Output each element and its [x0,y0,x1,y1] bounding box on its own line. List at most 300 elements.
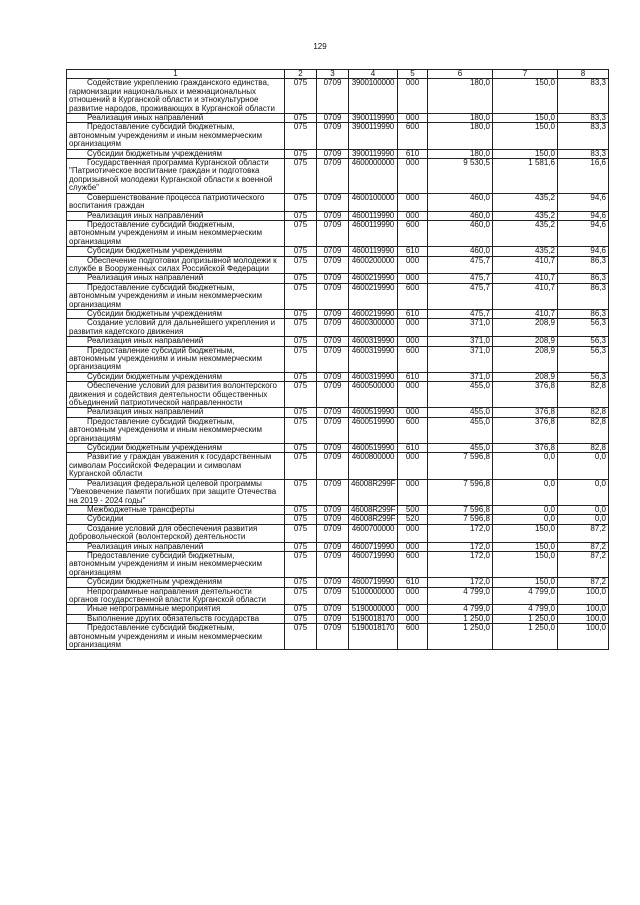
executed-amount: 150,0 [493,149,558,158]
expense-type-code: 000 [398,274,428,283]
executed-amount: 410,7 [493,256,558,274]
ministry-code: 075 [285,479,317,505]
target-article-code: 4600719990 [349,542,398,551]
planned-amount: 7 596,8 [428,505,493,514]
executed-amount: 376,8 [493,408,558,417]
ministry-code: 075 [285,256,317,274]
target-article-code: 4600300000 [349,319,398,337]
target-article-code: 4600319990 [349,346,398,372]
ministry-code: 075 [285,319,317,337]
column-header: 4 [349,70,398,79]
execution-percent: 100,0 [558,605,609,614]
section-code: 0709 [317,319,349,337]
target-article-code: 46008R299F [349,505,398,514]
target-article-code: 4600119990 [349,211,398,220]
executed-amount: 208,9 [493,319,558,337]
table-row [67,624,609,650]
planned-amount: 180,0 [428,149,493,158]
ministry-code: 075 [285,247,317,256]
table-row [67,417,609,443]
target-article-code: 4600319990 [349,337,398,346]
execution-percent: 0,0 [558,453,609,479]
section-code: 0709 [317,605,349,614]
executed-amount: 150,0 [493,123,558,149]
execution-percent: 0,0 [558,505,609,514]
table-row [67,614,609,623]
expense-type-code: 600 [398,624,428,650]
planned-amount: 172,0 [428,578,493,587]
execution-percent: 16,6 [558,159,609,194]
planned-amount: 455,0 [428,417,493,443]
column-header: 5 [398,70,428,79]
expense-type-code: 600 [398,417,428,443]
planned-amount: 7 596,8 [428,453,493,479]
executed-amount: 0,0 [493,505,558,514]
table-row [67,193,609,211]
execution-percent: 100,0 [558,624,609,650]
execution-percent: 83,3 [558,114,609,123]
planned-amount: 4 799,0 [428,587,493,605]
row-name: Совершенствование процесса патриотического воспитания граждан [67,193,285,211]
expense-type-code: 500 [398,505,428,514]
row-name: Реализация иных направлений [67,542,285,551]
row-name: Развитие у граждан уважения к государственным символам Российской Федерации и символам Курганской области [67,453,285,479]
planned-amount: 475,7 [428,283,493,309]
row-name: Реализация иных направлений [67,337,285,346]
expense-type-code: 600 [398,551,428,577]
target-article-code: 5190018170 [349,614,398,623]
expense-type-code: 000 [398,408,428,417]
row-name: Реализация иных направлений [67,408,285,417]
ministry-code: 075 [285,587,317,605]
column-header: 1 [67,70,285,79]
target-article-code: 4600219990 [349,309,398,318]
execution-percent: 56,3 [558,319,609,337]
planned-amount: 371,0 [428,319,493,337]
executed-amount: 0,0 [493,453,558,479]
planned-amount: 180,0 [428,114,493,123]
planned-amount: 455,0 [428,382,493,408]
planned-amount: 475,7 [428,274,493,283]
column-header: 8 [558,70,609,79]
section-code: 0709 [317,149,349,158]
table-row [67,605,609,614]
table-row [67,256,609,274]
ministry-code: 075 [285,614,317,623]
executed-amount: 435,2 [493,193,558,211]
expense-type-code: 610 [398,309,428,318]
executed-amount: 208,9 [493,337,558,346]
row-name: Реализация иных направлений [67,114,285,123]
ministry-code: 075 [285,605,317,614]
planned-amount: 180,0 [428,79,493,114]
planned-amount: 9 530,5 [428,159,493,194]
section-code: 0709 [317,337,349,346]
ministry-code: 075 [285,372,317,381]
column-header: 7 [493,70,558,79]
table-row [67,505,609,514]
section-code: 0709 [317,542,349,551]
planned-amount: 371,0 [428,346,493,372]
execution-percent: 86,3 [558,283,609,309]
section-code: 0709 [317,417,349,443]
planned-amount: 455,0 [428,444,493,453]
expense-type-code: 000 [398,114,428,123]
table-row [67,346,609,372]
executed-amount: 208,9 [493,372,558,381]
target-article-code: 4600519990 [349,408,398,417]
target-article-code: 4600319990 [349,372,398,381]
target-article-code: 4600800000 [349,453,398,479]
target-article-code: 4600100000 [349,193,398,211]
execution-percent: 56,3 [558,346,609,372]
table-row [67,444,609,453]
row-name: Субсидии бюджетным учреждениям [67,247,285,256]
executed-amount: 208,9 [493,346,558,372]
section-code: 0709 [317,372,349,381]
expense-type-code: 000 [398,159,428,194]
expense-type-code: 610 [398,444,428,453]
expense-type-code: 000 [398,542,428,551]
target-article-code: 4600200000 [349,256,398,274]
expense-type-code: 000 [398,479,428,505]
table-row [67,515,609,524]
planned-amount: 371,0 [428,337,493,346]
execution-percent: 0,0 [558,479,609,505]
table-row [67,159,609,194]
executed-amount: 150,0 [493,114,558,123]
target-article-code: 4600719990 [349,551,398,577]
executed-amount: 376,8 [493,417,558,443]
expense-type-code: 000 [398,193,428,211]
ministry-code: 075 [285,79,317,114]
section-code: 0709 [317,211,349,220]
executed-amount: 150,0 [493,551,558,577]
execution-percent: 100,0 [558,587,609,605]
ministry-code: 075 [285,515,317,524]
ministry-code: 075 [285,408,317,417]
section-code: 0709 [317,79,349,114]
planned-amount: 455,0 [428,408,493,417]
section-code: 0709 [317,587,349,605]
execution-percent: 87,2 [558,524,609,542]
table-body [67,70,609,650]
table-row [67,587,609,605]
ministry-code: 075 [285,114,317,123]
execution-percent: 94,6 [558,211,609,220]
execution-percent: 94,6 [558,193,609,211]
executed-amount: 150,0 [493,524,558,542]
ministry-code: 075 [285,149,317,158]
ministry-code: 075 [285,346,317,372]
execution-percent: 56,3 [558,337,609,346]
budget-table [66,69,609,650]
table-row [67,542,609,551]
target-article-code: 4600700000 [349,524,398,542]
target-article-code: 3900119990 [349,149,398,158]
row-name: Субсидии бюджетным учреждениям [67,309,285,318]
ministry-code: 075 [285,274,317,283]
planned-amount: 460,0 [428,247,493,256]
table-row [67,211,609,220]
expense-type-code: 000 [398,211,428,220]
execution-percent: 94,6 [558,247,609,256]
executed-amount: 435,2 [493,247,558,256]
section-code: 0709 [317,453,349,479]
executed-amount: 4 799,0 [493,587,558,605]
execution-percent: 82,8 [558,417,609,443]
section-code: 0709 [317,515,349,524]
target-article-code: 4600519990 [349,417,398,443]
row-name: Непрограммные направления деятельности органов государственной власти Курганской области [67,587,285,605]
section-code: 0709 [317,624,349,650]
row-name: Предоставление субсидий бюджетным, автономным учреждениям и иным некоммерческим организациям [67,123,285,149]
executed-amount: 410,7 [493,274,558,283]
column-header: 2 [285,70,317,79]
row-name: Содействие укреплению гражданского единства, гармонизации национальных и межнациональных отношений в Курганской области и этнокультурное развитие народов, проживающих в Курганской области [67,79,285,114]
section-code: 0709 [317,256,349,274]
row-name: Предоставление субсидий бюджетным, автономным учреждениям и иным некоммерческим организациям [67,624,285,650]
executed-amount: 0,0 [493,479,558,505]
row-name: Создание условий для обеспечения развития добровольческой (волонтерской) деятельности [67,524,285,542]
table-row [67,524,609,542]
header-row [67,70,609,79]
table-row [67,479,609,505]
table-row [67,453,609,479]
row-name: Иные непрограммные мероприятия [67,605,285,614]
row-name: Субсидии бюджетным учреждениям [67,149,285,158]
expense-type-code: 520 [398,515,428,524]
ministry-code: 075 [285,382,317,408]
target-article-code: 3900100000 [349,79,398,114]
planned-amount: 1 250,0 [428,624,493,650]
expense-type-code: 000 [398,319,428,337]
row-name: Реализация иных направлений [67,211,285,220]
table-row [67,337,609,346]
ministry-code: 075 [285,551,317,577]
expense-type-code: 610 [398,247,428,256]
row-name: Предоставление субсидий бюджетным, автономным учреждениям и иным некоммерческим организациям [67,346,285,372]
executed-amount: 4 799,0 [493,605,558,614]
row-name: Субсидии [67,515,285,524]
execution-percent: 82,8 [558,444,609,453]
expense-type-code: 610 [398,372,428,381]
table-row [67,551,609,577]
table-row [67,382,609,408]
execution-percent: 86,3 [558,274,609,283]
ministry-code: 075 [285,542,317,551]
ministry-code: 075 [285,283,317,309]
section-code: 0709 [317,346,349,372]
execution-percent: 82,8 [558,408,609,417]
planned-amount: 460,0 [428,211,493,220]
planned-amount: 1 250,0 [428,614,493,623]
target-article-code: 5190000000 [349,605,398,614]
expense-type-code: 610 [398,149,428,158]
expense-type-code: 600 [398,220,428,246]
row-name: Предоставление субсидий бюджетным, автономным учреждениям и иным некоммерческим организациям [67,417,285,443]
row-name: Реализация федеральной целевой программы "Увековечение памяти погибших при защите Отечества на 2019 - 2024 годы" [67,479,285,505]
table-row [67,123,609,149]
table-row [67,309,609,318]
target-article-code: 46008R299F [349,515,398,524]
target-article-code: 46008R299F [349,479,398,505]
section-code: 0709 [317,220,349,246]
executed-amount: 1 250,0 [493,614,558,623]
ministry-code: 075 [285,453,317,479]
planned-amount: 475,7 [428,256,493,274]
expense-type-code: 600 [398,123,428,149]
target-article-code: 4600719990 [349,578,398,587]
executed-amount: 1 581,6 [493,159,558,194]
ministry-code: 075 [285,578,317,587]
planned-amount: 172,0 [428,551,493,577]
expense-type-code: 000 [398,524,428,542]
page-number: 129 [313,42,327,51]
executed-amount: 410,7 [493,309,558,318]
table-row [67,220,609,246]
planned-amount: 7 596,8 [428,479,493,505]
table-row [67,149,609,158]
target-article-code: 5100000000 [349,587,398,605]
row-name: Предоставление субсидий бюджетным, автономным учреждениям и иным некоммерческим организациям [67,220,285,246]
ministry-code: 075 [285,624,317,650]
ministry-code: 075 [285,193,317,211]
row-name: Субсидии бюджетным учреждениям [67,578,285,587]
table-row [67,372,609,381]
target-article-code: 4600219990 [349,283,398,309]
ministry-code: 075 [285,309,317,318]
execution-percent: 83,3 [558,123,609,149]
planned-amount: 180,0 [428,123,493,149]
executed-amount: 376,8 [493,382,558,408]
target-article-code: 4600119990 [349,247,398,256]
executed-amount: 0,0 [493,515,558,524]
executed-amount: 150,0 [493,79,558,114]
executed-amount: 410,7 [493,283,558,309]
row-name: Создание условий для дальнейшего укрепления и развития кадетского движения [67,319,285,337]
executed-amount: 435,2 [493,211,558,220]
planned-amount: 172,0 [428,542,493,551]
expense-type-code: 000 [398,79,428,114]
section-code: 0709 [317,247,349,256]
ministry-code: 075 [285,220,317,246]
row-name: Выполнение других обязательств государства [67,614,285,623]
expense-type-code: 000 [398,605,428,614]
target-article-code: 5190018170 [349,624,398,650]
table-row [67,408,609,417]
section-code: 0709 [317,505,349,514]
section-code: 0709 [317,382,349,408]
execution-percent: 86,3 [558,309,609,318]
planned-amount: 475,7 [428,309,493,318]
expense-type-code: 610 [398,578,428,587]
ministry-code: 075 [285,211,317,220]
target-article-code: 4600000000 [349,159,398,194]
section-code: 0709 [317,551,349,577]
row-name: Реализация иных направлений [67,274,285,283]
table-row [67,283,609,309]
target-article-code: 3900119990 [349,123,398,149]
executed-amount: 150,0 [493,578,558,587]
section-code: 0709 [317,123,349,149]
target-article-code: 4600219990 [349,274,398,283]
ministry-code: 075 [285,417,317,443]
ministry-code: 075 [285,337,317,346]
section-code: 0709 [317,114,349,123]
section-code: 0709 [317,309,349,318]
execution-percent: 100,0 [558,614,609,623]
execution-percent: 87,2 [558,551,609,577]
table-row [67,578,609,587]
section-code: 0709 [317,159,349,194]
section-code: 0709 [317,578,349,587]
execution-percent: 86,3 [558,256,609,274]
table-row [67,319,609,337]
execution-percent: 83,3 [558,149,609,158]
column-header: 3 [317,70,349,79]
planned-amount: 460,0 [428,193,493,211]
execution-percent: 83,3 [558,79,609,114]
expense-type-code: 000 [398,337,428,346]
planned-amount: 371,0 [428,372,493,381]
row-name: Предоставление субсидий бюджетным, автономным учреждениям и иным некоммерческим организациям [67,551,285,577]
expense-type-code: 000 [398,614,428,623]
planned-amount: 4 799,0 [428,605,493,614]
executed-amount: 376,8 [493,444,558,453]
row-name: Межбюджетные трансферты [67,505,285,514]
section-code: 0709 [317,193,349,211]
planned-amount: 172,0 [428,524,493,542]
table-row [67,79,609,114]
expense-type-code: 600 [398,346,428,372]
row-name: Субсидии бюджетным учреждениям [67,372,285,381]
execution-percent: 87,2 [558,542,609,551]
ministry-code: 075 [285,159,317,194]
planned-amount: 460,0 [428,220,493,246]
row-name: Субсидии бюджетным учреждениям [67,444,285,453]
expense-type-code: 600 [398,283,428,309]
expense-type-code: 000 [398,587,428,605]
row-name: Обеспечение подготовки допризывной молодежи к службе в Вооруженных силах Российской Федерации [67,256,285,274]
target-article-code: 4600500000 [349,382,398,408]
execution-percent: 82,8 [558,382,609,408]
section-code: 0709 [317,479,349,505]
execution-percent: 94,6 [558,220,609,246]
ministry-code: 075 [285,524,317,542]
section-code: 0709 [317,524,349,542]
row-name: Предоставление субсидий бюджетным, автономным учреждениям и иным некоммерческим организациям [67,283,285,309]
section-code: 0709 [317,614,349,623]
target-article-code: 3900119990 [349,114,398,123]
executed-amount: 1 250,0 [493,624,558,650]
row-name: Государственная программа Курганской области "Патриотическое воспитание граждан и подготовка допризывной молодежи Курганской области к военной службе" [67,159,285,194]
ministry-code: 075 [285,505,317,514]
expense-type-code: 000 [398,453,428,479]
execution-percent: 56,3 [558,372,609,381]
table-row [67,274,609,283]
section-code: 0709 [317,283,349,309]
table-row [67,247,609,256]
executed-amount: 435,2 [493,220,558,246]
executed-amount: 150,0 [493,542,558,551]
ministry-code: 075 [285,123,317,149]
section-code: 0709 [317,444,349,453]
table-row [67,114,609,123]
row-name: Обеспечение условий для развития волонтерского движения и содействия деятельности общественных объединений патриотической направленности [67,382,285,408]
target-article-code: 4600519990 [349,444,398,453]
section-code: 0709 [317,274,349,283]
